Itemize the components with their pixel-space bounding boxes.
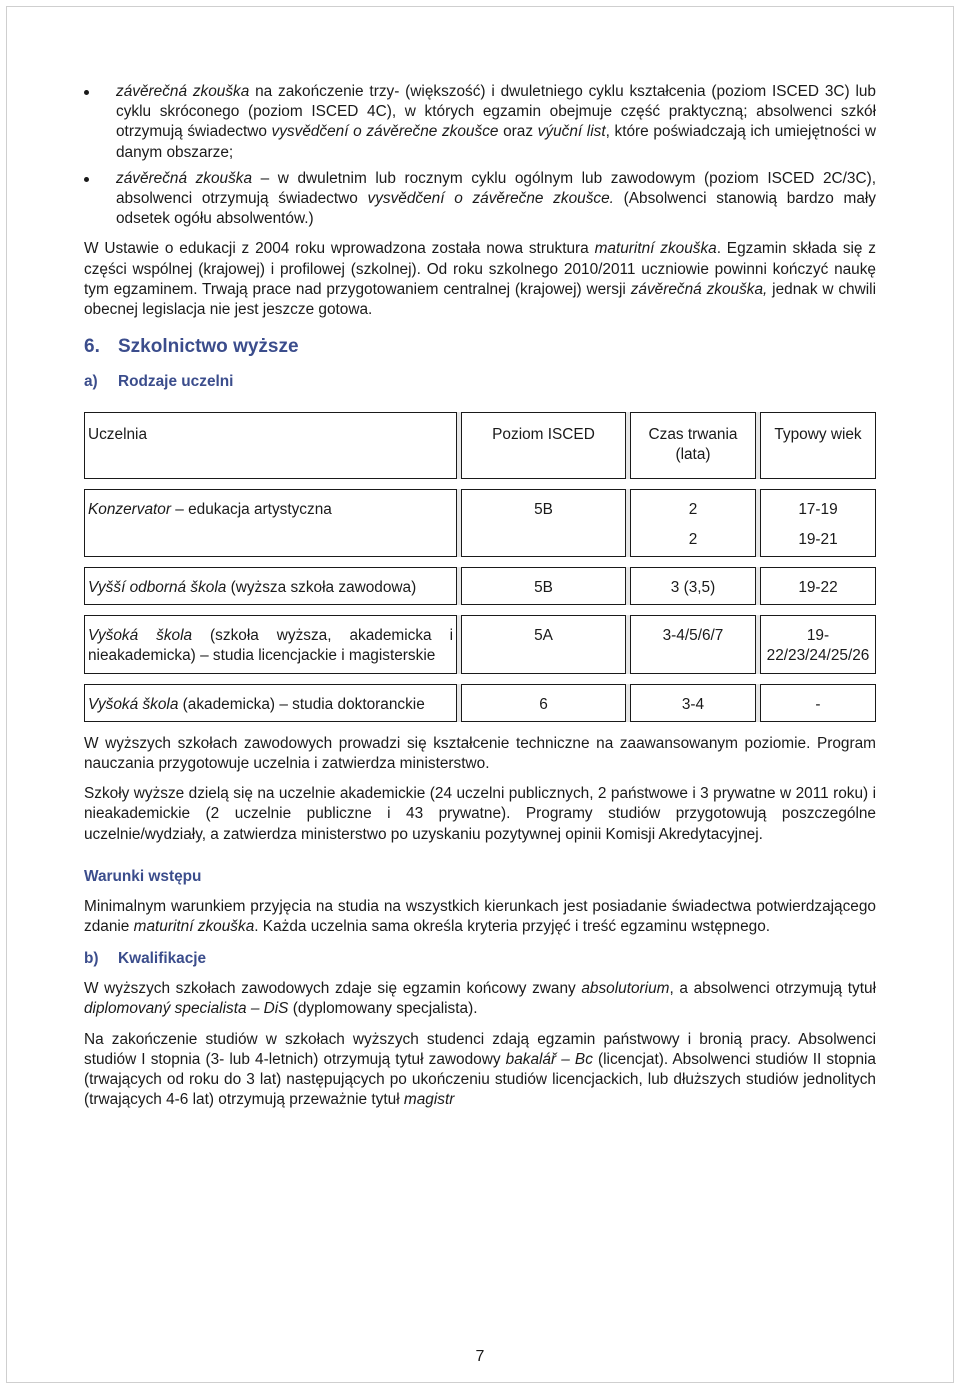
header-cell: Typowy wiek xyxy=(760,412,876,478)
bullet-list xyxy=(84,82,876,229)
table-cell xyxy=(760,489,876,557)
table-cell: - xyxy=(760,684,876,722)
table-header-row xyxy=(84,412,876,478)
text: Na zakończenie studiów w szkołach wyższych studenci zdają egzamin państwowy i bronią pracy. Absolwenci studiów I stopnia (3- lub 4-letnich) otrzymują tytuł zawodowy xyxy=(84,1030,876,1068)
table-cell xyxy=(84,615,457,673)
text: jednak w chwili obecnej legislacja nie jest jeszcze gotowa. xyxy=(84,280,876,319)
paragraph xyxy=(84,897,876,937)
table-cell xyxy=(84,489,457,557)
table-cell: 19-22 xyxy=(760,567,876,605)
term: závěrečná zkouška xyxy=(116,169,253,187)
cell-value: 19-21 xyxy=(798,530,838,548)
bullet-icon xyxy=(84,90,89,95)
term: Konzervator xyxy=(88,500,171,518)
cell-value: 17-19 xyxy=(798,500,838,518)
table-cell xyxy=(760,615,876,673)
term: Vyšoká škola xyxy=(88,627,193,645)
term: bakalář – Bc xyxy=(505,1050,593,1068)
header-cell: Uczelnia xyxy=(84,412,457,478)
cell-value: 2 xyxy=(688,530,698,548)
subsection-number: b) xyxy=(84,950,99,968)
section-number: 6. xyxy=(84,336,100,358)
paragraph xyxy=(84,239,876,320)
text: (Absolwenci stanowią bardzo mały odsetek ogółu absolwentów.) xyxy=(116,190,877,228)
header-cell: Poziom ISCED xyxy=(461,412,626,478)
table-row xyxy=(84,489,876,557)
text: . Egzamin składa się z części wspólnej (krajowej) i profilowej (szkolnej). Od roku szkolnego 2010/2011 uczniowie powinni kończyć naukę tym egzaminem. Trwają prace nad przygotowaniem centralnej (krajowej) wersji xyxy=(84,240,877,298)
text: W wyższych szkołach zawodowych zdaje się egzamin końcowy zwany xyxy=(84,980,582,998)
text: Minimalnym warunkiem przyjęcia na studia na wszystkich kierunkach jest posiadanie świadectwa potwierdzającego zdanie xyxy=(84,897,876,936)
cell-value: 19- xyxy=(806,627,830,645)
text: , które poświadczają ich umiejętności w danym obszarze; xyxy=(116,123,876,161)
table-cell: 3-4 xyxy=(630,684,756,722)
text: . Każda uczelnia sama określa kryteria przyjęć i treść egzaminu wstępnego. xyxy=(254,918,771,936)
text: (licencjat). Absolwenci studiów II stopnia (trwających od roku do 3 lat) następujących po ukończeniu studiów licencjackich, lub dłuższych studiów jednolitych (trwających 4-6 lat) otrzymują przeważnie tytuł xyxy=(84,1050,876,1109)
term: Vyšší odborná škola xyxy=(88,579,227,597)
table-cell: 6 xyxy=(461,684,626,722)
text: – w dwuletnim lub rocznym cyklu ogólnym lub zawodowym (poziom ISCED 2C/3C), absolwenci otrzymują świadectwo xyxy=(116,169,876,208)
universities-table xyxy=(84,412,876,722)
table-row xyxy=(84,615,876,673)
document-page xyxy=(84,82,876,1111)
text: na zakończenie trzy- (większość) i dwuletniego cyklu kształcenia (poziom ISCED 3C) lub cyklu skróconego (poziom ISCED 4C), w których egzamin obejmuje część praktyczną; absolwenci szkół otrzymują świadectwo xyxy=(116,83,876,141)
page-number: 7 xyxy=(475,1348,485,1365)
list-item xyxy=(84,82,876,163)
table-cell: 5B xyxy=(461,489,626,557)
section-title: Szkolnictwo wyższe xyxy=(118,336,299,358)
term: maturitní zkouška xyxy=(133,918,255,936)
term: závěrečná zkouška xyxy=(116,83,250,100)
text: (akademicka) – studia doktoranckie xyxy=(178,695,425,713)
paragraph xyxy=(84,979,876,1019)
subsection-number: a) xyxy=(84,373,98,391)
cell-value: 22/23/24/25/26 xyxy=(766,647,870,665)
term: výuční list xyxy=(537,123,606,141)
term: absolutorium xyxy=(581,980,670,998)
paragraph: W wyższych szkołach zawodowych prowadzi się kształcenie techniczne na zaawansowanym poziomie. Program nauczania przygotowuje uczelnia i zatwierdza ministerstwo. xyxy=(84,734,876,773)
table-row xyxy=(84,684,876,722)
term: diplomovaný specialista – DiS xyxy=(84,1000,289,1018)
subsection-title: Rodzaje uczelni xyxy=(118,373,234,391)
term: vysvědčení o závěrečne zkoušce xyxy=(271,123,499,141)
table-cell: 5B xyxy=(461,567,626,605)
text: oraz xyxy=(498,123,538,141)
text: (wyższa szkoła zawodowa) xyxy=(226,579,417,597)
list-item xyxy=(84,169,876,230)
text: (szkoła wyższa, akademicka i nieakademicka) – studia licencjackie i magisterskie xyxy=(88,627,453,665)
table-cell: 5A xyxy=(461,615,626,673)
term: Vyšoká škola xyxy=(88,695,179,713)
paragraph xyxy=(84,1030,876,1111)
text: W Ustawie o edukacji z 2004 roku wprowadzona została nowa struktura xyxy=(84,240,595,258)
header-text: Czas trwania (lata) xyxy=(648,426,738,464)
table-cell: 3-4/5/6/7 xyxy=(630,615,756,673)
table-row xyxy=(84,567,876,605)
term: závěrečná zkouška, xyxy=(630,280,768,298)
term: vysvědčení o závěrečne zkoušce. xyxy=(367,190,614,208)
term: maturitní zkouška xyxy=(594,240,717,258)
bullet-icon xyxy=(84,177,89,182)
term: magistr xyxy=(403,1091,455,1109)
section-heading xyxy=(84,334,876,360)
table-cell xyxy=(84,684,457,722)
text: – edukacja artystyczna xyxy=(170,500,332,518)
subsection-heading xyxy=(84,372,876,392)
paragraph: Szkoły wyższe dzielą się na uczelnie akademickie (24 uczelni publicznych, 2 państwowe i 3 prywatne w 2011 roku) i nieakademickie (2 uczelnie publiczne i 43 prywatne). Programy studiów przygotowują poszczególne uczelnie/wydziały, a zatwierdza ministerstwo po uzyskaniu pozytywnej opinii Komisji Akredytacyjnej. xyxy=(84,785,876,843)
text: (dyplomowany specjalista). xyxy=(288,1000,478,1018)
text: , a absolwenci otrzymują tytuł xyxy=(669,980,876,998)
cell-value: 2 xyxy=(688,500,698,518)
header-cell xyxy=(630,412,756,478)
subsection-title: Kwalifikacje xyxy=(118,950,207,968)
table-cell: 3 (3,5) xyxy=(630,567,756,605)
table-cell xyxy=(630,489,756,557)
table-cell xyxy=(84,567,457,605)
subsection-heading: Warunki wstępu xyxy=(84,867,202,885)
subsection-heading xyxy=(84,949,876,969)
